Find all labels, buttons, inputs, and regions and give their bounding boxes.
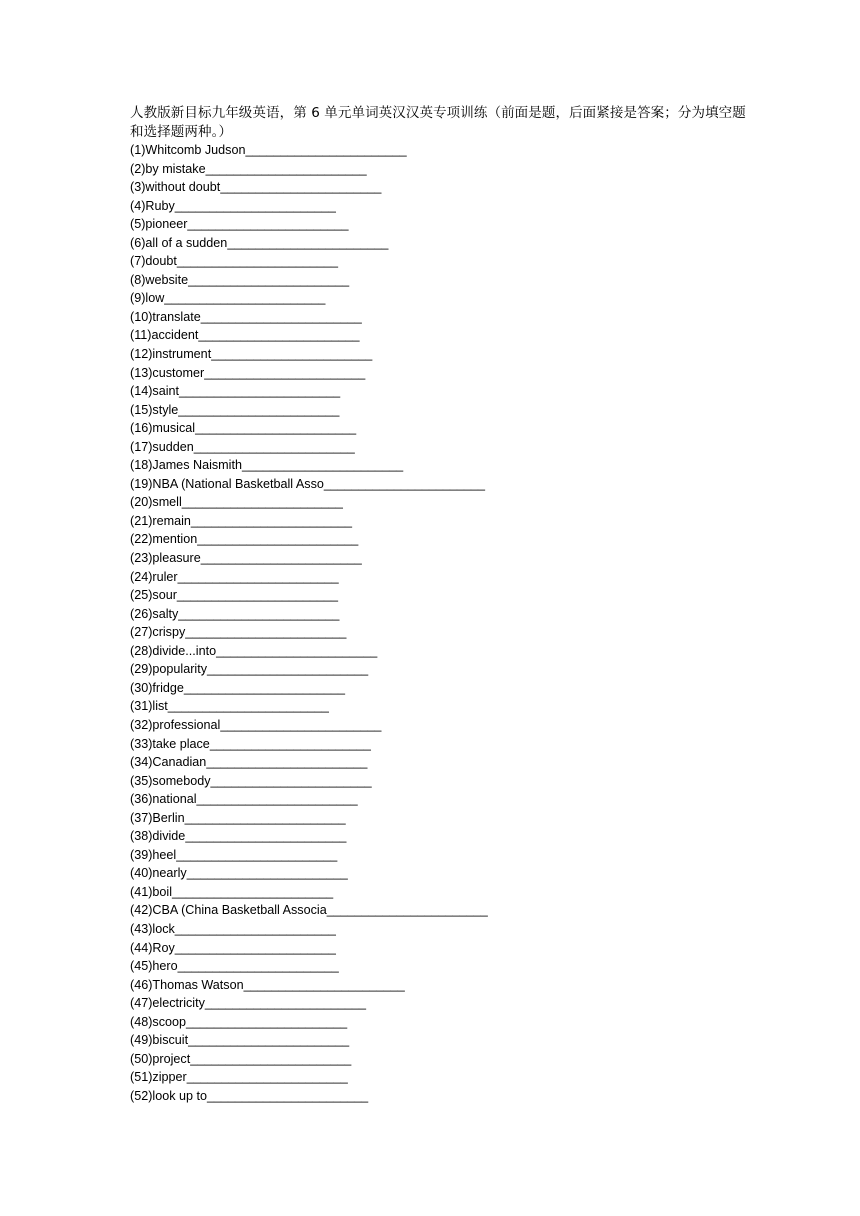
item-term: (20)smell [130,495,182,510]
item-term: (40)nearly [130,866,187,881]
answer-blank: _______________________ [326,903,488,918]
item-term: (44)Roy [130,940,175,955]
list-item [130,456,750,475]
answer-blank: _______________________ [243,977,405,992]
list-item [130,809,750,828]
list-item [130,716,750,735]
item-term: (51)zipper [130,1070,187,1085]
item-term: (46)Thomas Watson [130,977,244,992]
answer-blank: _______________________ [177,569,339,584]
item-term: (5)pioneer [130,217,188,232]
item-term: (27)crispy [130,625,186,640]
answer-blank: _______________________ [200,309,362,324]
answer-blank: _______________________ [204,365,366,380]
list-item [130,364,750,383]
item-term: (18)James Naismith [130,458,242,473]
list-item [130,401,750,420]
item-term: (19)NBA (National Basketball Asso [130,476,324,491]
item-term: (10)translate [130,309,201,324]
list-item [130,419,750,438]
item-term: (11)accident [130,328,199,343]
item-term: (14)saint [130,384,179,399]
item-term: (23)pleasure [130,551,201,566]
answer-blank: _______________________ [204,996,366,1011]
answer-blank: _______________________ [176,847,338,862]
answer-blank: _______________________ [323,476,485,491]
item-term: (41)boil [130,884,172,899]
item-term: (37)Berlin [130,810,185,825]
item-term: (52)look up to [130,1088,208,1103]
item-term: (48)scoop [130,1014,187,1029]
answer-blank: _______________________ [241,458,404,473]
list-item [130,160,750,179]
item-term: (33)take place [130,736,210,751]
item-term: (39)heel [130,847,177,862]
item-term: (6)all of a sudden [130,235,228,250]
item-term: (15)style [130,402,179,417]
list-item [130,438,750,457]
document-page [130,104,750,1105]
answer-blank: _______________________ [190,1051,352,1066]
list-item [130,679,750,698]
answer-blank: _______________________ [187,217,349,232]
list-item [130,623,750,642]
item-term: (30)fridge [130,680,184,695]
answer-blank: _______________________ [179,384,341,399]
answer-blank: _______________________ [210,773,372,788]
list-item [130,827,750,846]
item-term: (8)website [130,272,189,287]
list-item [130,252,750,271]
list-item [130,141,750,160]
answer-blank: _______________________ [174,921,336,936]
item-term: (24)ruler [130,569,178,584]
item-term: (2)by mistake [130,161,206,176]
list-item [130,345,750,364]
answer-blank: _______________________ [195,421,357,436]
vocabulary-list [130,141,750,1105]
item-term: (7)doubt [130,254,177,269]
list-item [130,234,750,253]
list-item [130,1013,750,1032]
item-term: (21)remain [130,513,191,528]
answer-blank: _______________________ [172,884,334,899]
item-term: (43)lock [130,921,175,936]
list-item [130,790,750,809]
item-term: (17)sudden [130,439,194,454]
list-item [130,271,750,290]
list-item [130,735,750,754]
list-item [130,326,750,345]
item-term: (45)hero [130,959,178,974]
item-term: (1)Whitcomb Judson [130,143,246,157]
list-item [130,568,750,587]
answer-blank: _______________________ [227,235,389,250]
list-item [130,994,750,1013]
item-term: (28)divide...into [130,643,217,658]
answer-blank: _______________________ [207,662,369,677]
answer-blank: _______________________ [206,755,368,770]
answer-blank: _______________________ [200,551,362,566]
list-item [130,382,750,401]
list-item [130,308,750,327]
answer-blank: _______________________ [176,588,338,603]
answer-blank: _______________________ [207,1088,369,1103]
answer-blank: _______________________ [186,866,348,881]
answer-blank: _______________________ [164,291,326,306]
item-term: (34)Canadian [130,755,207,770]
list-item [130,549,750,568]
item-term: (29)popularity [130,662,208,677]
item-term: (36)national [130,792,197,807]
answer-blank: _______________________ [174,940,336,955]
list-item [130,215,750,234]
list-item [130,1087,750,1106]
item-term: (4)Ruby [130,198,175,213]
list-item [130,1031,750,1050]
answer-blank: _______________________ [167,699,329,714]
answer-blank: _______________________ [177,959,339,974]
list-item [130,586,750,605]
list-item [130,920,750,939]
item-term: (13)customer [130,365,205,380]
item-term: (31)list [130,699,168,714]
list-item [130,605,750,624]
item-term: (32)professional [130,717,221,732]
list-item [130,901,750,920]
answer-blank: _______________________ [245,143,407,157]
answer-blank: _______________________ [185,625,347,640]
item-term: (25)sour [130,588,177,603]
list-item [130,178,750,197]
answer-blank: _______________________ [184,810,346,825]
answer-blank: _______________________ [178,402,340,417]
item-term: (3)without doubt [130,180,221,195]
item-term: (42)CBA (China Basketball Associa [130,903,327,918]
item-term: (38)divide [130,829,186,844]
answer-blank: _______________________ [216,643,378,658]
list-item [130,957,750,976]
item-term: (22)mention [130,532,198,547]
answer-blank: _______________________ [190,513,352,528]
list-item [130,753,750,772]
item-term: (16)musical [130,421,196,436]
list-item [130,660,750,679]
list-item [130,1050,750,1069]
list-item [130,197,750,216]
list-item [130,493,750,512]
answer-blank: _______________________ [193,439,355,454]
list-item [130,697,750,716]
document-title: 人教版新目标九年级英语，第 6 单元单词英汉汉英专项训练（前面是题，后面紧接是答案；分为填空题和选择题两种。） [130,105,746,140]
answer-blank: _______________________ [186,1070,348,1085]
list-item [130,864,750,883]
list-item [130,976,750,995]
answer-blank: _______________________ [196,792,358,807]
list-item [130,530,750,549]
answer-blank: _______________________ [186,1014,348,1029]
answer-blank: _______________________ [188,272,350,287]
item-term: (12)instrument [130,347,212,362]
answer-blank: _______________________ [205,161,367,176]
answer-blank: _______________________ [188,1033,350,1048]
list-item [130,1068,750,1087]
list-item [130,883,750,902]
answer-blank: _______________________ [174,198,336,213]
item-term: (9)low [130,291,165,306]
answer-blank: _______________________ [183,680,345,695]
answer-blank: _______________________ [211,347,373,362]
list-item [130,289,750,308]
list-item [130,846,750,865]
item-term: (26)salty [130,606,179,621]
answer-blank: _______________________ [220,180,382,195]
item-term: (50)project [130,1051,191,1066]
item-term: (47)electricity [130,996,205,1011]
answer-blank: _______________________ [209,736,371,751]
answer-blank: _______________________ [198,328,360,343]
list-item [130,939,750,958]
answer-blank: _______________________ [197,532,359,547]
answer-blank: _______________________ [220,717,382,732]
list-item [130,475,750,494]
answer-blank: _______________________ [176,254,339,269]
item-term: (49)biscuit [130,1033,189,1048]
list-item [130,642,750,661]
answer-blank: _______________________ [185,829,347,844]
item-term: (35)somebody [130,773,211,788]
answer-blank: _______________________ [178,606,340,621]
list-item [130,772,750,791]
answer-blank: _______________________ [181,495,343,510]
list-item [130,512,750,531]
